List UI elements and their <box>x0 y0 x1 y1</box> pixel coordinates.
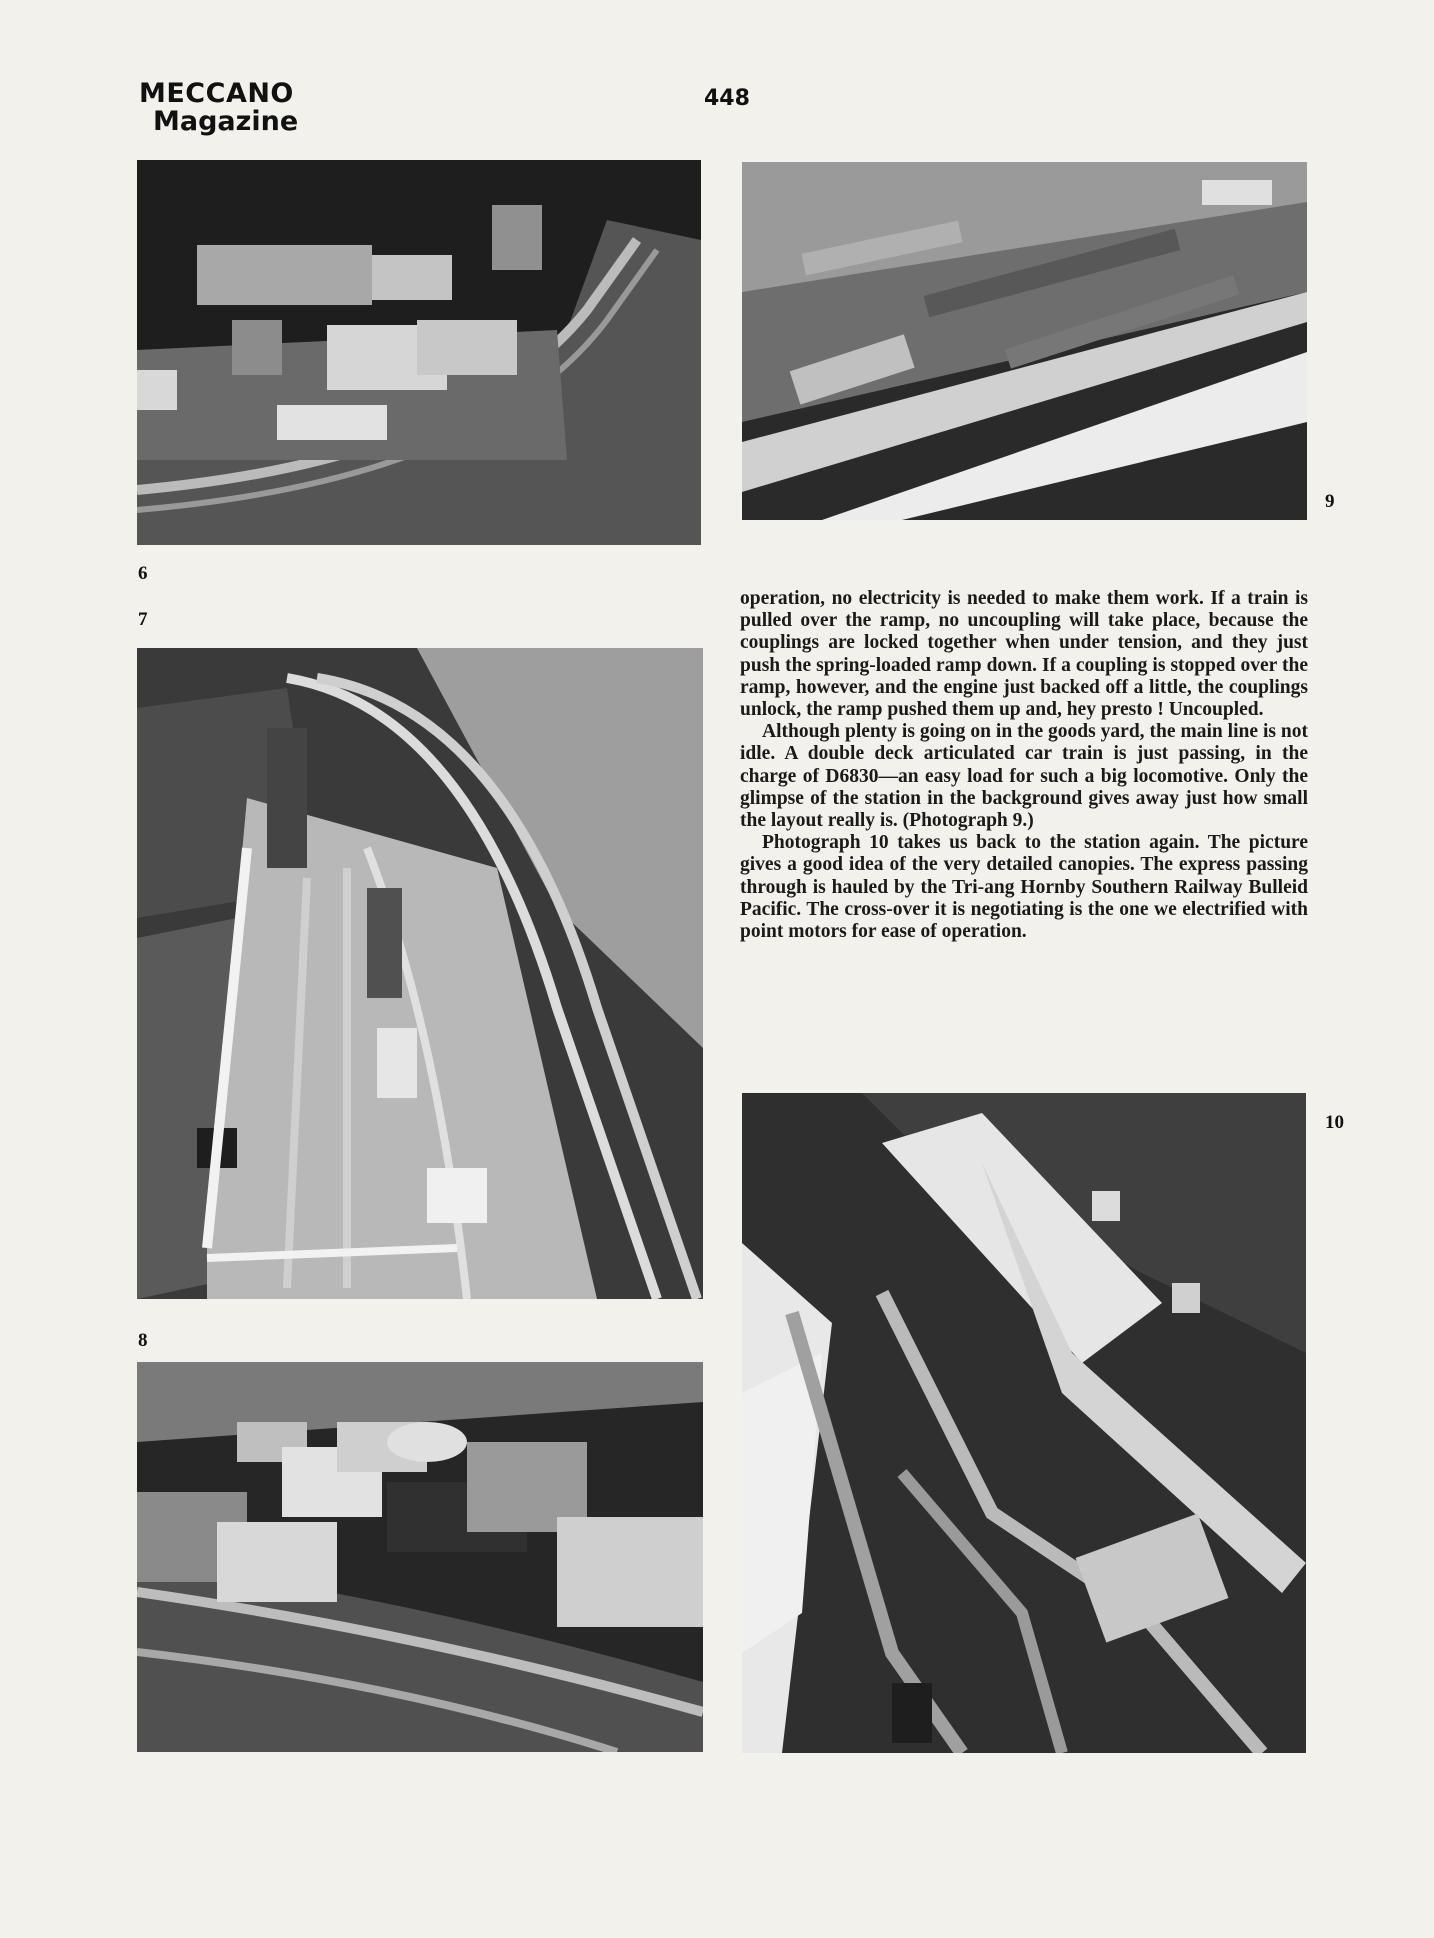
article-paragraph: operation, no electricity is needed to make them work. If a train is pulled over the ramp, no uncoupling will take place, because the couplings are locked together when under tension, and they just push the spring-loaded ramp down. If a coupling is stopped over the ramp, however, and the engine just backed off a little, the couplings unlock, the ramp pushed them up and, hey presto ! Uncoupled. <box>740 588 1308 721</box>
photo-6 <box>137 160 701 545</box>
figure-number-6: 6 <box>138 563 148 584</box>
photo-7 <box>137 648 703 1299</box>
figure-number-10: 10 <box>1325 1112 1344 1133</box>
page-number: 448 <box>704 86 750 111</box>
figure-number-9: 9 <box>1325 491 1335 512</box>
figure-number-7: 7 <box>138 609 148 630</box>
article-paragraph: Although plenty is going on in the goods yard, the main line is not idle. A double deck articulated car train is just passing, in the charge of D6830—an easy load for such a big locomotive. Only the glimpse of the station in the background gives away just how small the layout really is. (Photograph 9.) <box>740 721 1308 832</box>
photo-9 <box>742 162 1307 520</box>
masthead-subtitle: Magazine <box>153 105 299 137</box>
article-paragraph: Photograph 10 takes us back to the station again. The picture gives a good idea of the very detailed canopies. The express passing through is hauled by the Tri-ang Hornby Southern Railway Bulleid Pacific. The cross-over it is negotiating is the one we electrified with point motors for ease of operation. <box>740 832 1308 943</box>
masthead <box>139 80 298 135</box>
figure-number-8: 8 <box>138 1330 148 1351</box>
masthead-title: MECCANO <box>139 78 294 109</box>
photo-10 <box>742 1093 1306 1753</box>
photo-8 <box>137 1362 703 1752</box>
article-body <box>740 588 1308 943</box>
